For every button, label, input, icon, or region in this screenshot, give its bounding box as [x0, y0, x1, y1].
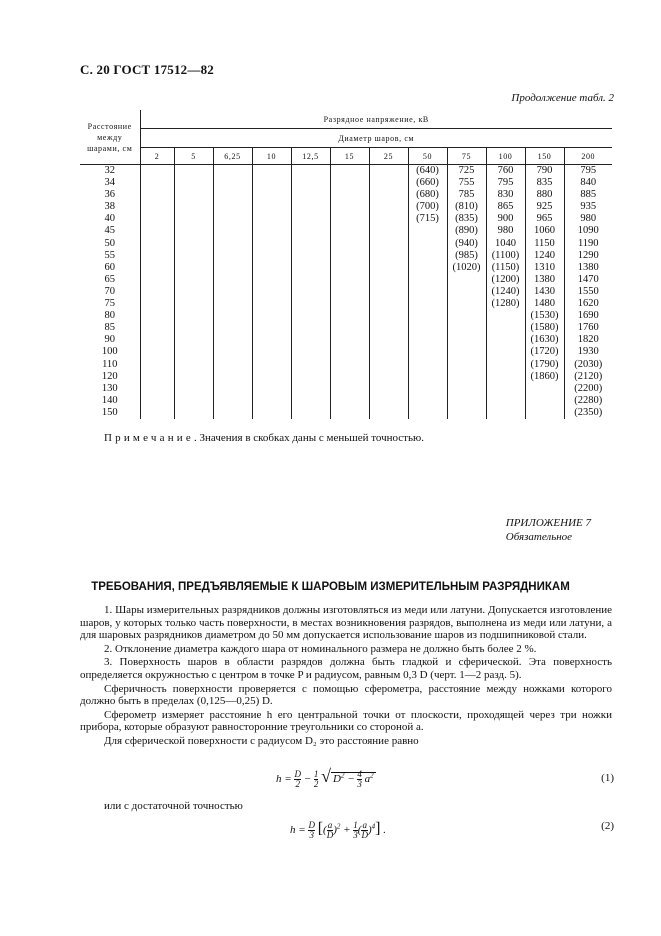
value-cell: 1090: [577, 225, 599, 237]
value-cell: (715): [416, 213, 439, 225]
distance-cell: 110: [102, 358, 118, 370]
distance-cell: 45: [104, 225, 115, 237]
value-cell: 1040: [495, 237, 516, 249]
value-cell: (2120): [574, 370, 603, 382]
value-cell: 865: [497, 201, 514, 213]
table-continuation-label: Продолжение табл. 2: [511, 92, 614, 104]
table-note: [104, 432, 424, 444]
value-cell: (940): [455, 237, 478, 249]
value-cell: (660): [416, 177, 439, 189]
value-cell: 880: [536, 189, 553, 201]
formula-1-number: (1): [601, 772, 614, 784]
value-cell: (1150): [491, 261, 520, 273]
value-cell: 980: [580, 213, 597, 225]
value-cell: (1530): [530, 310, 559, 322]
column-header: 100: [486, 148, 525, 165]
sub-header: Диаметр шаров, см: [338, 133, 415, 143]
value-cell: 755: [458, 177, 475, 189]
value-column: [140, 165, 174, 420]
value-cell: 1240: [534, 249, 555, 261]
value-column: [174, 165, 213, 420]
value-cell: 1190: [577, 237, 599, 249]
value-cell: 1380: [577, 261, 599, 273]
distance-cell: 100: [101, 346, 118, 358]
value-cell: (1280): [491, 298, 520, 310]
value-cell: 925: [536, 201, 553, 213]
value-cell: 1380: [534, 273, 555, 285]
distance-cell: 34: [104, 177, 115, 189]
value-cell: (2030): [574, 358, 603, 370]
value-column: [330, 165, 369, 420]
value-cell: 1470: [577, 273, 599, 285]
value-cell: 1310: [534, 261, 555, 273]
value-column: [486, 165, 525, 420]
distance-cell: 75: [104, 298, 115, 310]
value-cell: (2280): [574, 394, 603, 406]
appendix-heading: [506, 516, 591, 544]
formula-2-number: (2): [601, 820, 614, 832]
value-column: [213, 165, 252, 420]
value-cell: (1100): [491, 249, 520, 261]
distance-cell: 40: [104, 213, 115, 225]
value-cell: (680): [416, 189, 439, 201]
distance-cell: 70: [104, 285, 115, 297]
value-cell: (890): [455, 225, 478, 237]
value-cell: 1060: [534, 225, 555, 237]
distance-cell: 36: [104, 189, 115, 201]
value-cell: 725: [458, 165, 475, 176]
value-cell: 795: [580, 165, 597, 176]
distance-cell: 50: [104, 237, 115, 249]
column-header: 12,5: [291, 148, 330, 165]
section-title: ТРЕБОВАНИЯ, ПРЕДЪЯВЛЯЕМЫЕ К ШАРОВЫМ ИЗМЕРИТЕЛЬНЫМ РАЗРЯДНИКАМ: [91, 581, 570, 593]
distance-cell: 140: [101, 394, 118, 406]
value-cell: (1790): [530, 358, 559, 370]
value-column: [291, 165, 330, 420]
value-cell: 785: [458, 189, 475, 201]
distance-cell: 150: [101, 406, 118, 418]
column-header: 150: [525, 148, 564, 165]
column-header: 6,25: [213, 148, 252, 165]
paragraph-2: 2. Отклонение диаметра каждого шара от номинального размера не должно быть более 2 %.: [104, 642, 537, 655]
column-header: 5: [174, 148, 213, 165]
value-cell: (1020): [452, 261, 481, 273]
distance-cell: 60: [104, 261, 115, 273]
formula-2: h = $\frac{D}{3}$ [( $\frac{a}{D}$ )$^2$ + $\frac{1}{3}$ ( $\frac{a}{D}$ )$^4$] .: [290, 819, 386, 840]
value-cell: 835: [536, 177, 553, 189]
column-header: 2: [140, 148, 174, 165]
value-cell: 1820: [577, 334, 599, 346]
note-label: Примечание: [104, 432, 194, 444]
column-header: 15: [330, 148, 369, 165]
distance-cell: 55: [104, 249, 115, 261]
value-cell: (1630): [530, 334, 559, 346]
value-cell: (2350): [574, 406, 603, 418]
column-header: 75: [447, 148, 486, 165]
body-text: [80, 604, 612, 749]
value-cell: 1690: [577, 310, 599, 322]
value-column: [447, 165, 486, 420]
value-column: [252, 165, 291, 420]
value-cell: (640): [416, 165, 439, 176]
paragraph-3: 3. Поверхность шаров в области разрядов должна быть гладкой и сферической. Эта поверхность определяется окружностью с центром в точке P и радиусом, равным 0,3 D (черт. 1—2 разд. 5).: [80, 656, 612, 681]
distance-column: [80, 165, 140, 420]
value-cell: 885: [580, 189, 597, 201]
value-cell: (2200): [574, 382, 603, 394]
distance-cell: 90: [104, 334, 115, 346]
value-cell: 1430: [534, 285, 555, 297]
value-cell: (985): [455, 249, 478, 261]
row-header: Расстояние между шарами, см: [80, 110, 140, 165]
value-column: [564, 165, 612, 420]
paragraph-7: или с достаточной точностью: [104, 800, 243, 812]
appendix-subtitle: Обязательное: [505, 531, 573, 543]
distance-cell: 120: [101, 370, 118, 382]
value-cell: 795: [497, 177, 514, 189]
column-header: 200: [564, 148, 612, 165]
value-cell: 830: [497, 189, 514, 201]
distance-cell: 32: [104, 165, 115, 176]
value-cell: 1620: [577, 298, 599, 310]
value-cell: 1290: [577, 249, 599, 261]
value-cell: 790: [536, 165, 553, 176]
page-header: С. 20 ГОСТ 17512—82: [80, 62, 214, 77]
value-cell: 1480: [534, 298, 555, 310]
value-cell: (810): [455, 201, 478, 213]
value-cell: (1240): [491, 285, 520, 297]
value-cell: 935: [580, 201, 597, 213]
column-header: 10: [252, 148, 291, 165]
value-column: [525, 165, 564, 420]
distance-cell: 80: [104, 310, 115, 322]
paragraph-1: 1. Шары измерительных разрядников должны изготовляться из меди или латуни. Допускается изготовление шаров, у которых только часть поверхности, в местах возникновения разрядов, выполнена из меди или латуни, а для шаровых разрядников диаметром до 50 мм допускается использование шаров из подшипниковой стали.: [80, 604, 612, 642]
value-cell: 980: [497, 225, 514, 237]
value-cell: 900: [497, 213, 514, 225]
value-column: [408, 165, 447, 420]
value-cell: (835): [455, 213, 478, 225]
column-header: 50: [408, 148, 447, 165]
value-cell: 965: [536, 213, 553, 225]
formula-1: h = $\frac{D}{2}$ − $\frac{1}{2}$ √ $D^2$ − $\frac{4}{3}$ $a^2$: [276, 766, 374, 789]
paragraph-6: Для сферической поверхности с радиусом D₂ это расстояние равно: [104, 734, 419, 747]
paragraph-5: Сферометр измеряет расстояние h его центральной точки от плоскости, проходящей через три ножки прибора, которые образуют равносторонние треугольники со стороной a.: [80, 708, 612, 734]
paragraph-4: Сферичность поверхности проверяется с помощью сферометра, расстояние между ножками которого должно быть в пределах (0,125—0,25) D.: [80, 682, 612, 708]
value-cell: 1760: [577, 322, 599, 334]
distance-cell: 130: [101, 382, 118, 394]
column-header: 25: [369, 148, 408, 165]
note-text: . Значения в скобках даны с меньшей точностью.: [193, 432, 424, 444]
discharge-voltage-table: [80, 110, 612, 419]
value-cell: 1550: [577, 285, 599, 297]
value-cell: 760: [497, 165, 514, 176]
value-column: [369, 165, 408, 420]
value-cell: (1860): [530, 370, 559, 382]
distance-cell: 38: [104, 201, 115, 213]
value-cell: 1150: [534, 237, 555, 249]
value-cell: (700): [416, 201, 439, 213]
value-cell: (1580): [530, 322, 559, 334]
distance-cell: 85: [104, 322, 115, 334]
main-header: Разрядное напряжение, кВ: [140, 110, 612, 129]
distance-cell: 65: [104, 273, 115, 285]
value-cell: 840: [580, 177, 597, 189]
value-cell: (1720): [530, 346, 559, 358]
value-cell: 1930: [577, 346, 599, 358]
appendix-title: ПРИЛОЖЕНИЕ 7: [505, 517, 591, 529]
value-cell: (1200): [491, 273, 520, 285]
